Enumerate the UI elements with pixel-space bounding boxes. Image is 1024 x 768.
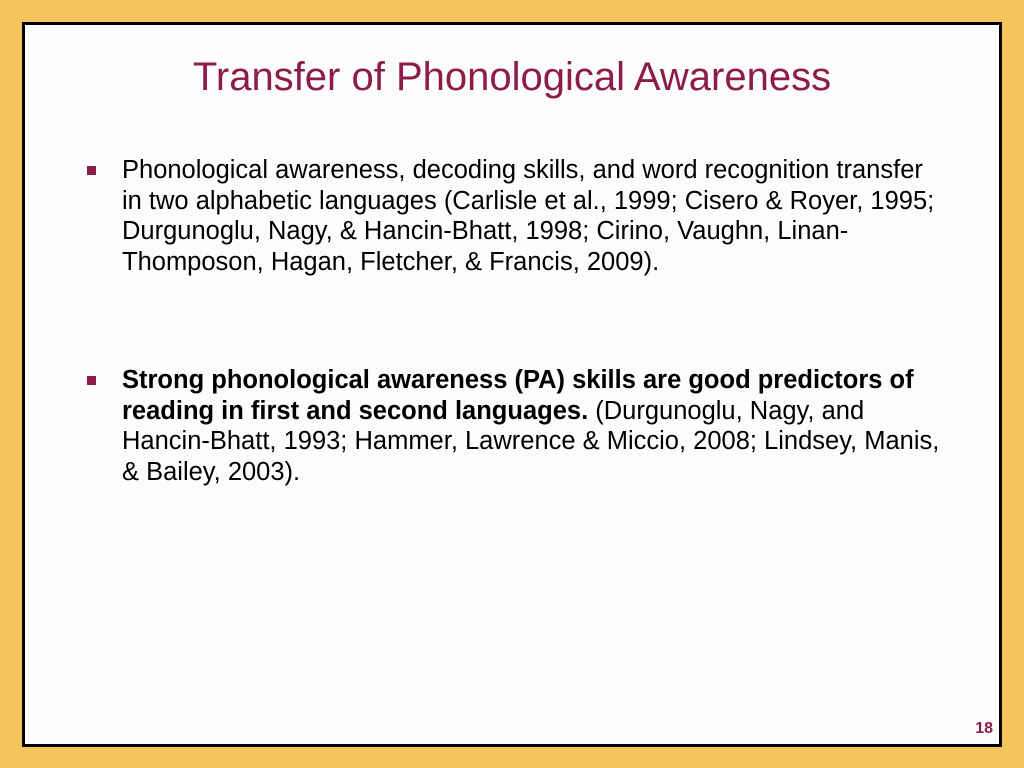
bullet-item-predictors bbox=[85, 365, 945, 487]
slide bbox=[22, 22, 1002, 747]
bullet-list bbox=[85, 155, 945, 487]
bullet-citation-text: (Durgunoglu, Nagy, and Hancin-Bhatt, 1993; Hammer, Lawrence & Miccio, 2008; Lindsey, Manis, & Bailey, 2003). bbox=[122, 396, 940, 486]
square-bullet-icon bbox=[87, 376, 96, 385]
slide-title: Transfer of Phonological Awareness bbox=[192, 55, 832, 99]
bullet-text: Phonological awareness, decoding skills, and word recognition transfer in two alphabetic languages (Carlisle et al., 1999; Cisero & Royer, 1995; Durgunoglu, Nagy, & Hancin-Bhatt, 1998; Cirino, Vaughn, Linan-Thomposon, Hagan, Fletcher, & Francis, 2009). bbox=[122, 156, 935, 276]
bullet-item-transfer bbox=[85, 155, 945, 277]
square-bullet-icon bbox=[87, 166, 96, 175]
page-number: 18 bbox=[975, 720, 993, 737]
bullet-bold-text: Strong phonological awareness (PA) skills are good predictors of reading in first and second languages. bbox=[122, 366, 914, 425]
